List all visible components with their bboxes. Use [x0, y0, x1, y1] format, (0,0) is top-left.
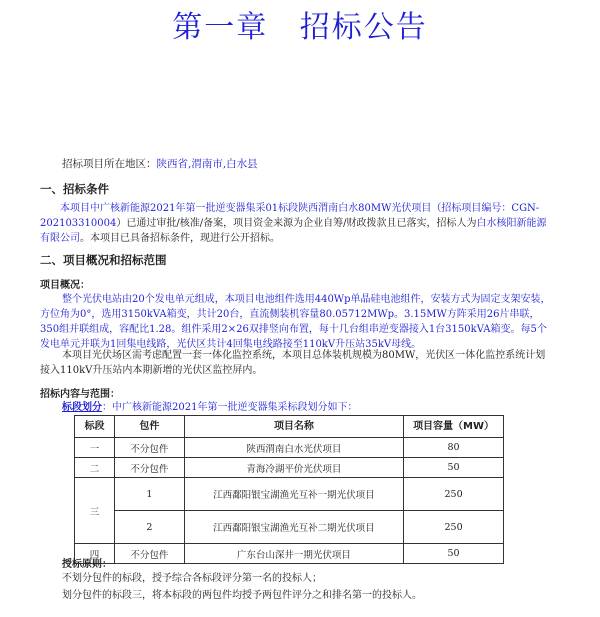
cell-capacity: 50	[404, 458, 504, 478]
cell-package: 不分包件	[114, 544, 184, 564]
location-label: 招标项目所在地区：	[62, 158, 157, 170]
section1-text-post: 。本项目已具备招标条件，现进行公开招标。	[80, 233, 280, 244]
cell-package: 1	[114, 478, 184, 511]
cell-project-name: 江西鄱阳银宝湖渔光互补二期光伏项目	[184, 511, 403, 544]
header-package: 包件	[114, 416, 184, 438]
overview-text: 整个光伏电站由20个发电单元组成，本项目电池组件选用440Wp单晶硅电池组件，安装方式为固定支架安装，方位角为0°，选用3150kVA箱变，共计20台，直流侧装机容量80.05712MWp。3.15MW方阵采用26片串联，350组并联组成，容配比1.28。组件采用2×26双排竖向布置，每十几台组串逆变器接入1台3150kVA箱变。每5个发电单元并联为1回集电线路，光伏区共计4回集电线路接至110kV升压站35kV母线。	[40, 294, 551, 350]
table-row	[75, 458, 504, 478]
award-line1: 不划分包件的标段，授予综合各标段评分第一名的投标人；	[62, 573, 322, 584]
cell-capacity: 250	[404, 511, 504, 544]
cell-project-name: 江西鄱阳银宝湖渔光互补一期光伏项目	[184, 478, 403, 511]
cell-section: 一	[75, 438, 115, 458]
monitoring-text: 本项目光伏场区需考虑配置一套一体化监控系统，本项目总体装机规模为80MW，光伏区一体化监控系统计划接入110kV升压站内本期新增的光伏区监控屏内。	[40, 350, 546, 376]
cell-project-name: 陕西渭南白水光伏项目	[184, 438, 403, 458]
cell-capacity: 250	[404, 478, 504, 511]
section1-text-mid: ）已通过审批/核准/备案，项目资金来源为企业自筹/财政拨款且已落实，招标人为	[116, 218, 477, 229]
cell-project-name: 青海冷湖平价光伏项目	[184, 458, 403, 478]
header-section: 标段	[75, 416, 115, 438]
project-code: CGN-202103310004	[40, 203, 540, 229]
division-text: ：中广核新能源2021年第一批逆变器集采标段划分如下：	[102, 402, 358, 413]
section1-heading: 一、招标条件	[40, 182, 109, 196]
division-label: 标段划分	[62, 402, 102, 413]
title-main: 招标公告	[299, 10, 428, 45]
division-line	[62, 400, 577, 415]
section1-paragraph	[40, 201, 555, 246]
overview-label: 项目概况：	[40, 280, 90, 291]
header-project-name: 项目名称	[184, 416, 403, 438]
scope-label: 招标内容与范围：	[40, 389, 120, 400]
cell-package: 不分包件	[114, 438, 184, 458]
table-row	[75, 478, 504, 511]
cell-capacity: 50	[404, 544, 504, 564]
cell-project-name: 广东台山深井一期光伏项目	[184, 544, 403, 564]
section1-text-pre: 本项目中广核新能源2021年第一批逆变器集采01标段陕西渭南白水80MW光伏项目（招标项目编号：	[60, 203, 512, 214]
cell-section: 四	[75, 544, 115, 564]
page-title	[0, 2, 600, 46]
overview-paragraph	[40, 292, 555, 352]
table-row	[75, 438, 504, 458]
tenderer-name: 白水核阳新能源有限公司	[40, 218, 547, 244]
section-table	[74, 415, 504, 564]
table-row	[75, 511, 504, 544]
table-header-row	[75, 416, 504, 438]
title-chapter: 第一章	[172, 10, 269, 45]
cell-package: 2	[114, 511, 184, 544]
cell-capacity: 80	[404, 438, 504, 458]
header-capacity: 项目容量（MW）	[404, 416, 504, 438]
table-row	[75, 544, 504, 564]
cell-section: 三	[75, 478, 115, 544]
project-location	[62, 156, 258, 171]
award-label: 授标原则：	[62, 559, 112, 570]
cell-section: 二	[75, 458, 115, 478]
location-value: 陕西省,渭南市,白水县	[156, 158, 258, 170]
monitoring-paragraph	[40, 348, 555, 378]
award-line2: 划分包件的标段三，将本标段的两包件均授予两包件评分之和排名第一的投标人。	[62, 590, 422, 601]
section2-heading: 二、项目概况和招标范围	[40, 253, 167, 267]
cell-package: 不分包件	[114, 458, 184, 478]
